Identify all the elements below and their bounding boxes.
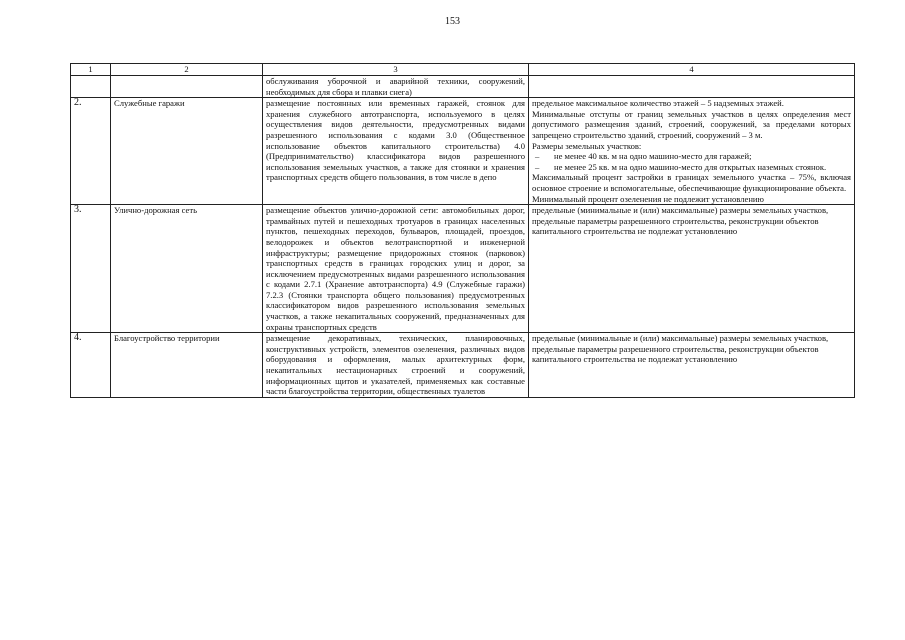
- table-header-row: [71, 64, 855, 76]
- param-plot-sizes-label: Размеры земельных участков:: [532, 140, 642, 151]
- dash-bullet-icon: –: [535, 151, 540, 162]
- header-col-2: 2: [111, 64, 263, 76]
- land-use-table: [70, 63, 855, 398]
- param-floors: предельное максимальное количество этажей – 5 надземных этажей.: [532, 98, 784, 109]
- row-params: [529, 98, 855, 205]
- row-description: размещение постоянных или временных гаражей, стоянок для хранения служебного автотранспорта, используемого в целях осуществления видов деятельности, предусмотренных видами разрешенного использования с кодами 3.0 (Общественное использование объектов капитального строительства) 4.0 (Предпринимательство) классификатора видов разрешенного использования земельных участков, а также для стоянки и хранения транспортных средств общего пользования, в том числе в депо: [263, 98, 529, 205]
- row-number: 4.: [71, 333, 111, 398]
- row-description: размещение объектов улично-дорожной сети: автомобильных дорог, трамвайных путей и пешеходных тротуаров в границах населенных пунктов, пешеходных переходов, бульваров, площадей, проездов, велодорожек и объектов велотранспортной и инженерной инфраструктуры; размещение придорожных стоянок (парковок) транспортных средств в границах городских улиц и дорог, за исключением предусмотренных видами разрешенного использования с кодами 2.7.1 (Хранение автотранспорта) 4.9 (Служебные гаражи) 7.2.3 (Стоянки транспорта общего пользования) предусмотренных классификатором видов разрешенного использования земельных участков, а также некапитальных сооружений, предназначенных для охраны транспортных средств: [263, 205, 529, 333]
- plot-size-list: [532, 151, 851, 172]
- row-number: [71, 76, 111, 98]
- row-number: 2.: [71, 98, 111, 205]
- param-max-coverage: Максимальный процент застройки в границах земельного участка – 75%, включая основное строение и вспомогательные, обеспечивающие функционирование объекта.: [532, 172, 851, 193]
- row-params: предельные (минимальные и (или) максимальные) размеры земельных участков, предельные параметры разрешенного строительства, реконструкции объектов капитального строительства не подлежат установлению: [529, 205, 855, 333]
- header-col-1: 1: [71, 64, 111, 76]
- list-item: – не менее 25 кв. м на одно машино-место для открытых наземных стоянок.: [535, 161, 827, 172]
- page-number: 153: [445, 16, 460, 27]
- row-number: 3.: [71, 205, 111, 333]
- table-row-landscaping: [71, 333, 855, 398]
- row-name: Улично-дорожная сеть: [111, 205, 263, 333]
- dash-bullet-icon: –: [535, 161, 540, 172]
- param-min-greenery: Минимальный процент озеленения не подлежит установлению: [532, 193, 764, 204]
- row-name: Служебные гаражи: [111, 98, 263, 205]
- row-params: предельные (минимальные и (или) максимальные) размеры земельных участков, предельные параметры разрешенного строительства, реконструкции объектов капитального строительства не подлежат установлению: [529, 333, 855, 398]
- row-name: Благоустройство территории: [111, 333, 263, 398]
- table-row-continuation: [71, 76, 855, 98]
- header-col-4: 4: [529, 64, 855, 76]
- list-item: – не менее 40 кв. м на одно машино-место для гаражей;: [535, 151, 752, 162]
- param-setbacks: Минимальные отступы от границ земельных участков в целях определения мест допустимого размещения зданий, строений, сооружений, за пределами которых запрещено строительство зданий, строений, сооружений – 3 м.: [532, 108, 851, 140]
- row-description: обслуживания уборочной и аварийной техники, сооружений, необходимых для сбора и плавки снега): [263, 76, 529, 98]
- header-col-3: 3: [263, 64, 529, 76]
- table-row-service-garages: [71, 98, 855, 205]
- table-row-road-network: [71, 205, 855, 333]
- row-description: размещение декоративных, технических, планировочных, конструктивных устройств, элементов озеленения, различных видов оборудования и оформления, малых архитектурных форм, некапитальных нестационарных строений и сооружений, информационных щитов и указателей, применяемых как составные части благоустройства территории, общественных туалетов: [263, 333, 529, 398]
- row-name: [111, 76, 263, 98]
- row-params: [529, 76, 855, 98]
